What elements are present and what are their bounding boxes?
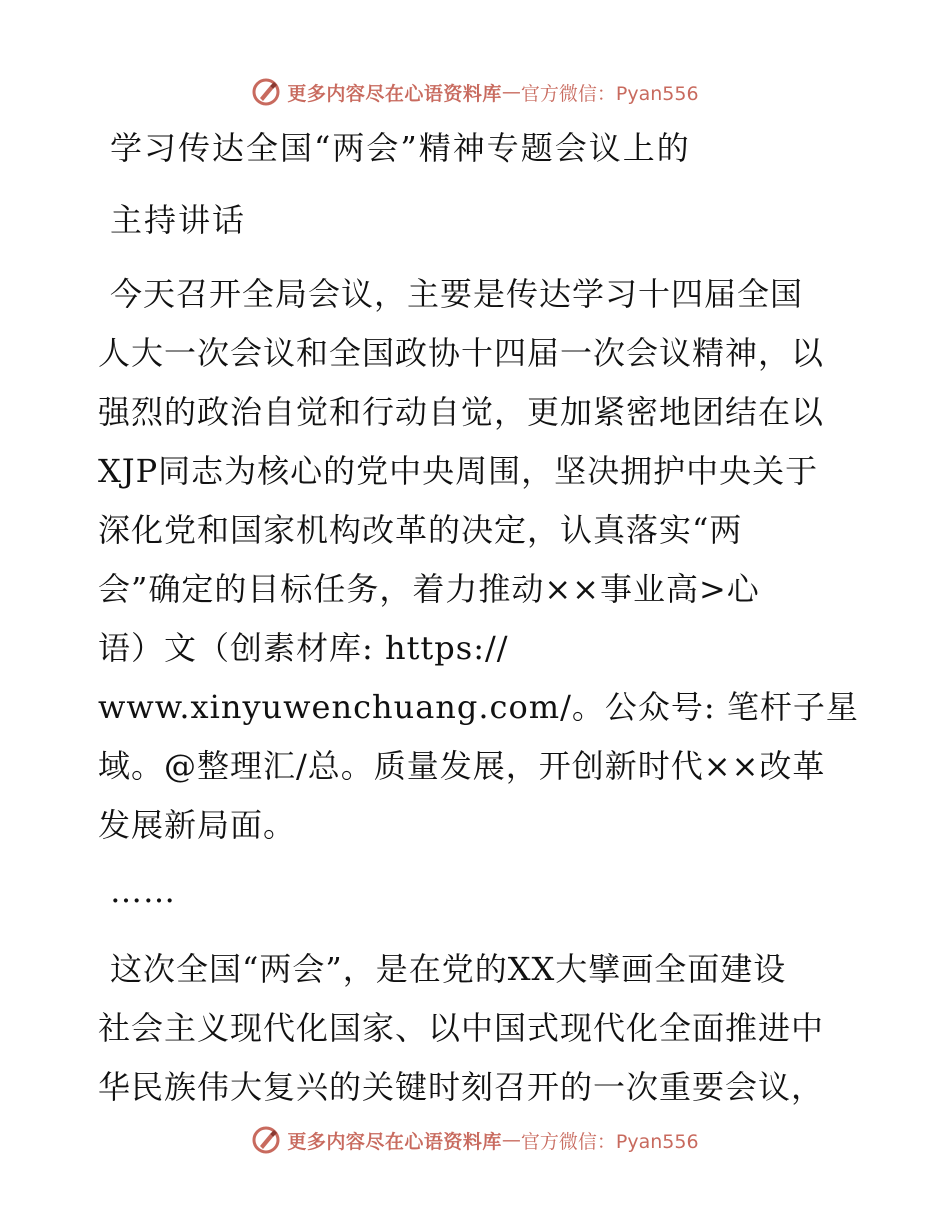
paragraph-line: 会”确定的目标任务，着力推动××事业高>心 [98, 570, 760, 608]
paragraph-line: 今天召开全局会议，主要是传达学习十四届全国 [110, 275, 804, 313]
paragraph-line: 深化党和国家机构改革的决定，认真落实“两 [98, 511, 743, 549]
banner-contact-text: 官方微信：Pyan556 [520, 82, 699, 105]
paragraph-line: 华民族伟大复兴的关键时刻召开的一次重要会议， [98, 1068, 825, 1106]
paragraph-line: XJP同志为核心的党中央周围，坚决拥护中央关于 [98, 452, 819, 490]
paragraph-line: 这次全国“两会”，是在党的XX大擘画全面建设 [110, 950, 787, 988]
pen-logo-icon [251, 1125, 281, 1155]
paragraph-line: 语）文（创素材库: https:// [98, 629, 509, 667]
pen-logo-icon [251, 77, 281, 107]
banner-promo-text: 更多内容尽在心语资料库 [287, 82, 502, 105]
document-title-line-1: 学习传达全国“两会”精神专题会议上的 [110, 129, 691, 167]
banner-dash: — [501, 1129, 521, 1151]
ellipsis-line [98, 862, 858, 921]
ellipsis-text: …… [110, 872, 176, 910]
paragraph-line: 社会主义现代化国家、以中国式现代化全面推进中 [98, 1009, 825, 1047]
document-title-line-2: 主持讲话 [110, 201, 247, 239]
banner-dash: — [501, 81, 521, 103]
paragraph-line: 发展新局面。 [98, 806, 297, 844]
header-watermark-banner [0, 72, 950, 112]
banner-promo-text: 更多内容尽在心语资料库 [287, 1130, 502, 1153]
paragraph-line: www.xinyuwenchuang.com/。公众号: 笔杆子星 [98, 688, 859, 726]
paragraph-line: 人大一次会议和全国政协十四届一次会议精神，以 [98, 334, 825, 372]
paragraph-2 [98, 940, 858, 1117]
banner-contact-text: 官方微信：Pyan556 [520, 1130, 699, 1153]
paragraph-line: 强烈的政治自觉和行动自觉，更加紧密地团结在以 [98, 393, 825, 431]
paragraph-1 [98, 265, 858, 855]
footer-watermark-banner [0, 1120, 950, 1160]
paragraph-line: 域。@整理汇/总。质量发展，开创新时代××改革 [98, 747, 826, 785]
